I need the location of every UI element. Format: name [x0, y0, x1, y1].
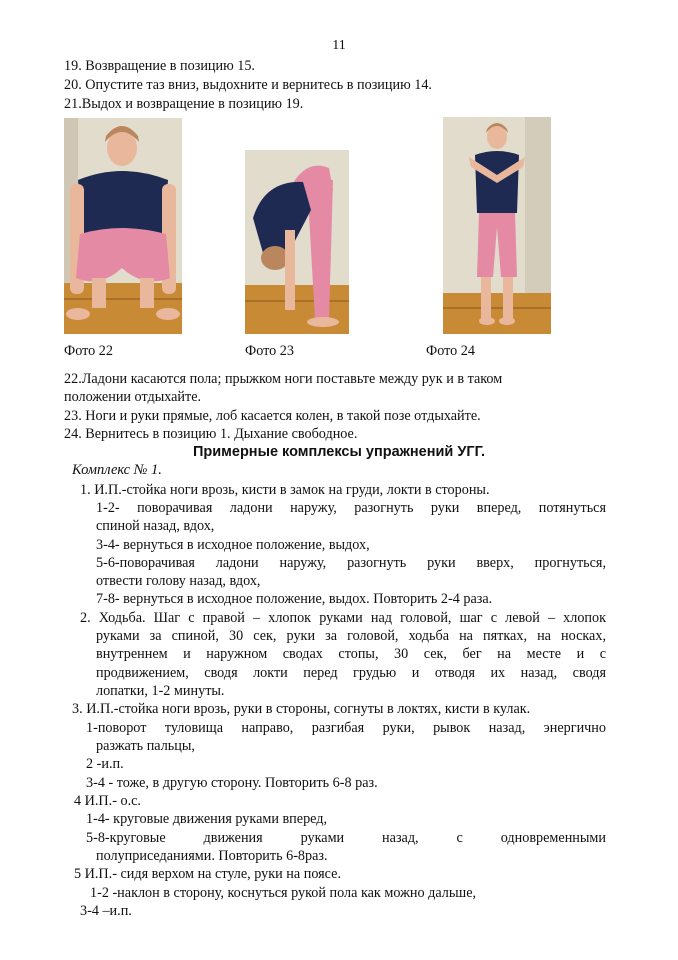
exercise-line: 3-4 –и.п.: [80, 903, 132, 919]
photo-23: [245, 150, 349, 334]
exercise-line: руками за спиной, 30 сек, руки за головой, ходьба на пятках, на носках,: [96, 628, 606, 644]
exercise-line: 3. И.П.-стойка ноги врозь, руки в стороны, согнуты в локтях, кисти в кулак.: [72, 701, 531, 717]
exercise-line: 5 И.П.- сидя верхом на стуле, руки на поясе.: [74, 866, 341, 882]
step-22: 22.Ладони касаются пола; прыжком ноги поставьте между рук и в таком: [64, 371, 503, 387]
photo-22-image: [64, 118, 182, 334]
photo-24: [443, 117, 551, 334]
exercise-line: разжать пальцы,: [96, 738, 195, 754]
exercise-line: 1-поворот туловища направо, разгибая руки, рывок назад, энергично: [86, 720, 606, 736]
photo-23-caption: Фото 23: [245, 343, 294, 359]
photo-23-image: [245, 150, 349, 334]
photo-22: [64, 118, 182, 334]
photo-24-image: [443, 117, 551, 334]
exercise-line: 1-2- поворачивая ладони наружу, разогнуть руки вперед, потянуться: [96, 500, 606, 516]
complex-label: Комплекс № 1.: [72, 462, 162, 478]
photo-24-caption: Фото 24: [426, 343, 475, 359]
exercise-line: 4 И.П.- о.с.: [74, 793, 141, 809]
step-22-continued: положении отдыхайте.: [64, 389, 202, 405]
exercise-line: 1-4- круговые движения руками вперед,: [86, 811, 328, 827]
exercise-line: спиной назад, вдох,: [96, 518, 215, 534]
step-19: 19. Возвращение в позицию 15.: [64, 58, 255, 74]
step-24: 24. Вернитесь в позицию 1. Дыхание свободное.: [64, 426, 358, 442]
exercise-line: 5-6-поворачивая ладони наружу, разогнуть руки вверх, прогнуться,: [96, 555, 606, 571]
exercise-line: полуприседаниями. Повторить 6-8раз.: [96, 848, 328, 864]
photo-22-caption: Фото 22: [64, 343, 113, 359]
exercise-line: 3-4- вернуться в исходное положение, выдох,: [96, 537, 370, 553]
exercise-line: 7-8- вернуться в исходное положение, выдох. Повторить 2-4 раза.: [96, 591, 493, 607]
exercise-line: отвести голову назад, вдох,: [96, 573, 261, 589]
exercise-line: 2. Ходьба. Шаг с правой – хлопок руками над головой, шаг с левой – хлопок: [80, 610, 606, 626]
exercise-line: 2 -и.п.: [86, 756, 124, 772]
step-23: 23. Ноги и руки прямые, лоб касается колен, в такой позе отдыхайте.: [64, 408, 481, 424]
exercise-line: внутреннем и наружном сводах стопы, 30 сек, бег на месте и с: [96, 646, 606, 662]
exercise-line: 1. И.П.-стойка ноги врозь, кисти в замок на груди, локти в стороны.: [80, 482, 490, 498]
step-20: 20. Опустите таз вниз, выдохните и вернитесь в позицию 14.: [64, 77, 432, 93]
exercise-line: 5-8-круговые движения руками назад, с одновременными: [86, 830, 606, 846]
exercise-line: 1-2 -наклон в сторону, коснуться рукой пола как можно дальше,: [90, 885, 477, 901]
step-21: 21.Выдох и возвращение в позицию 19.: [64, 96, 304, 112]
page-number: 11: [332, 38, 346, 53]
exercise-line: лопатки, 1-2 минуты.: [96, 683, 225, 699]
section-title: Примерные комплексы упражнений УГГ.: [192, 444, 486, 460]
exercise-line: продвижением, сводя локти перед грудью и отводя их назад, сводя: [96, 665, 606, 681]
exercise-line: 3-4 - тоже, в другую сторону. Повторить 6-8 раз.: [86, 775, 378, 791]
